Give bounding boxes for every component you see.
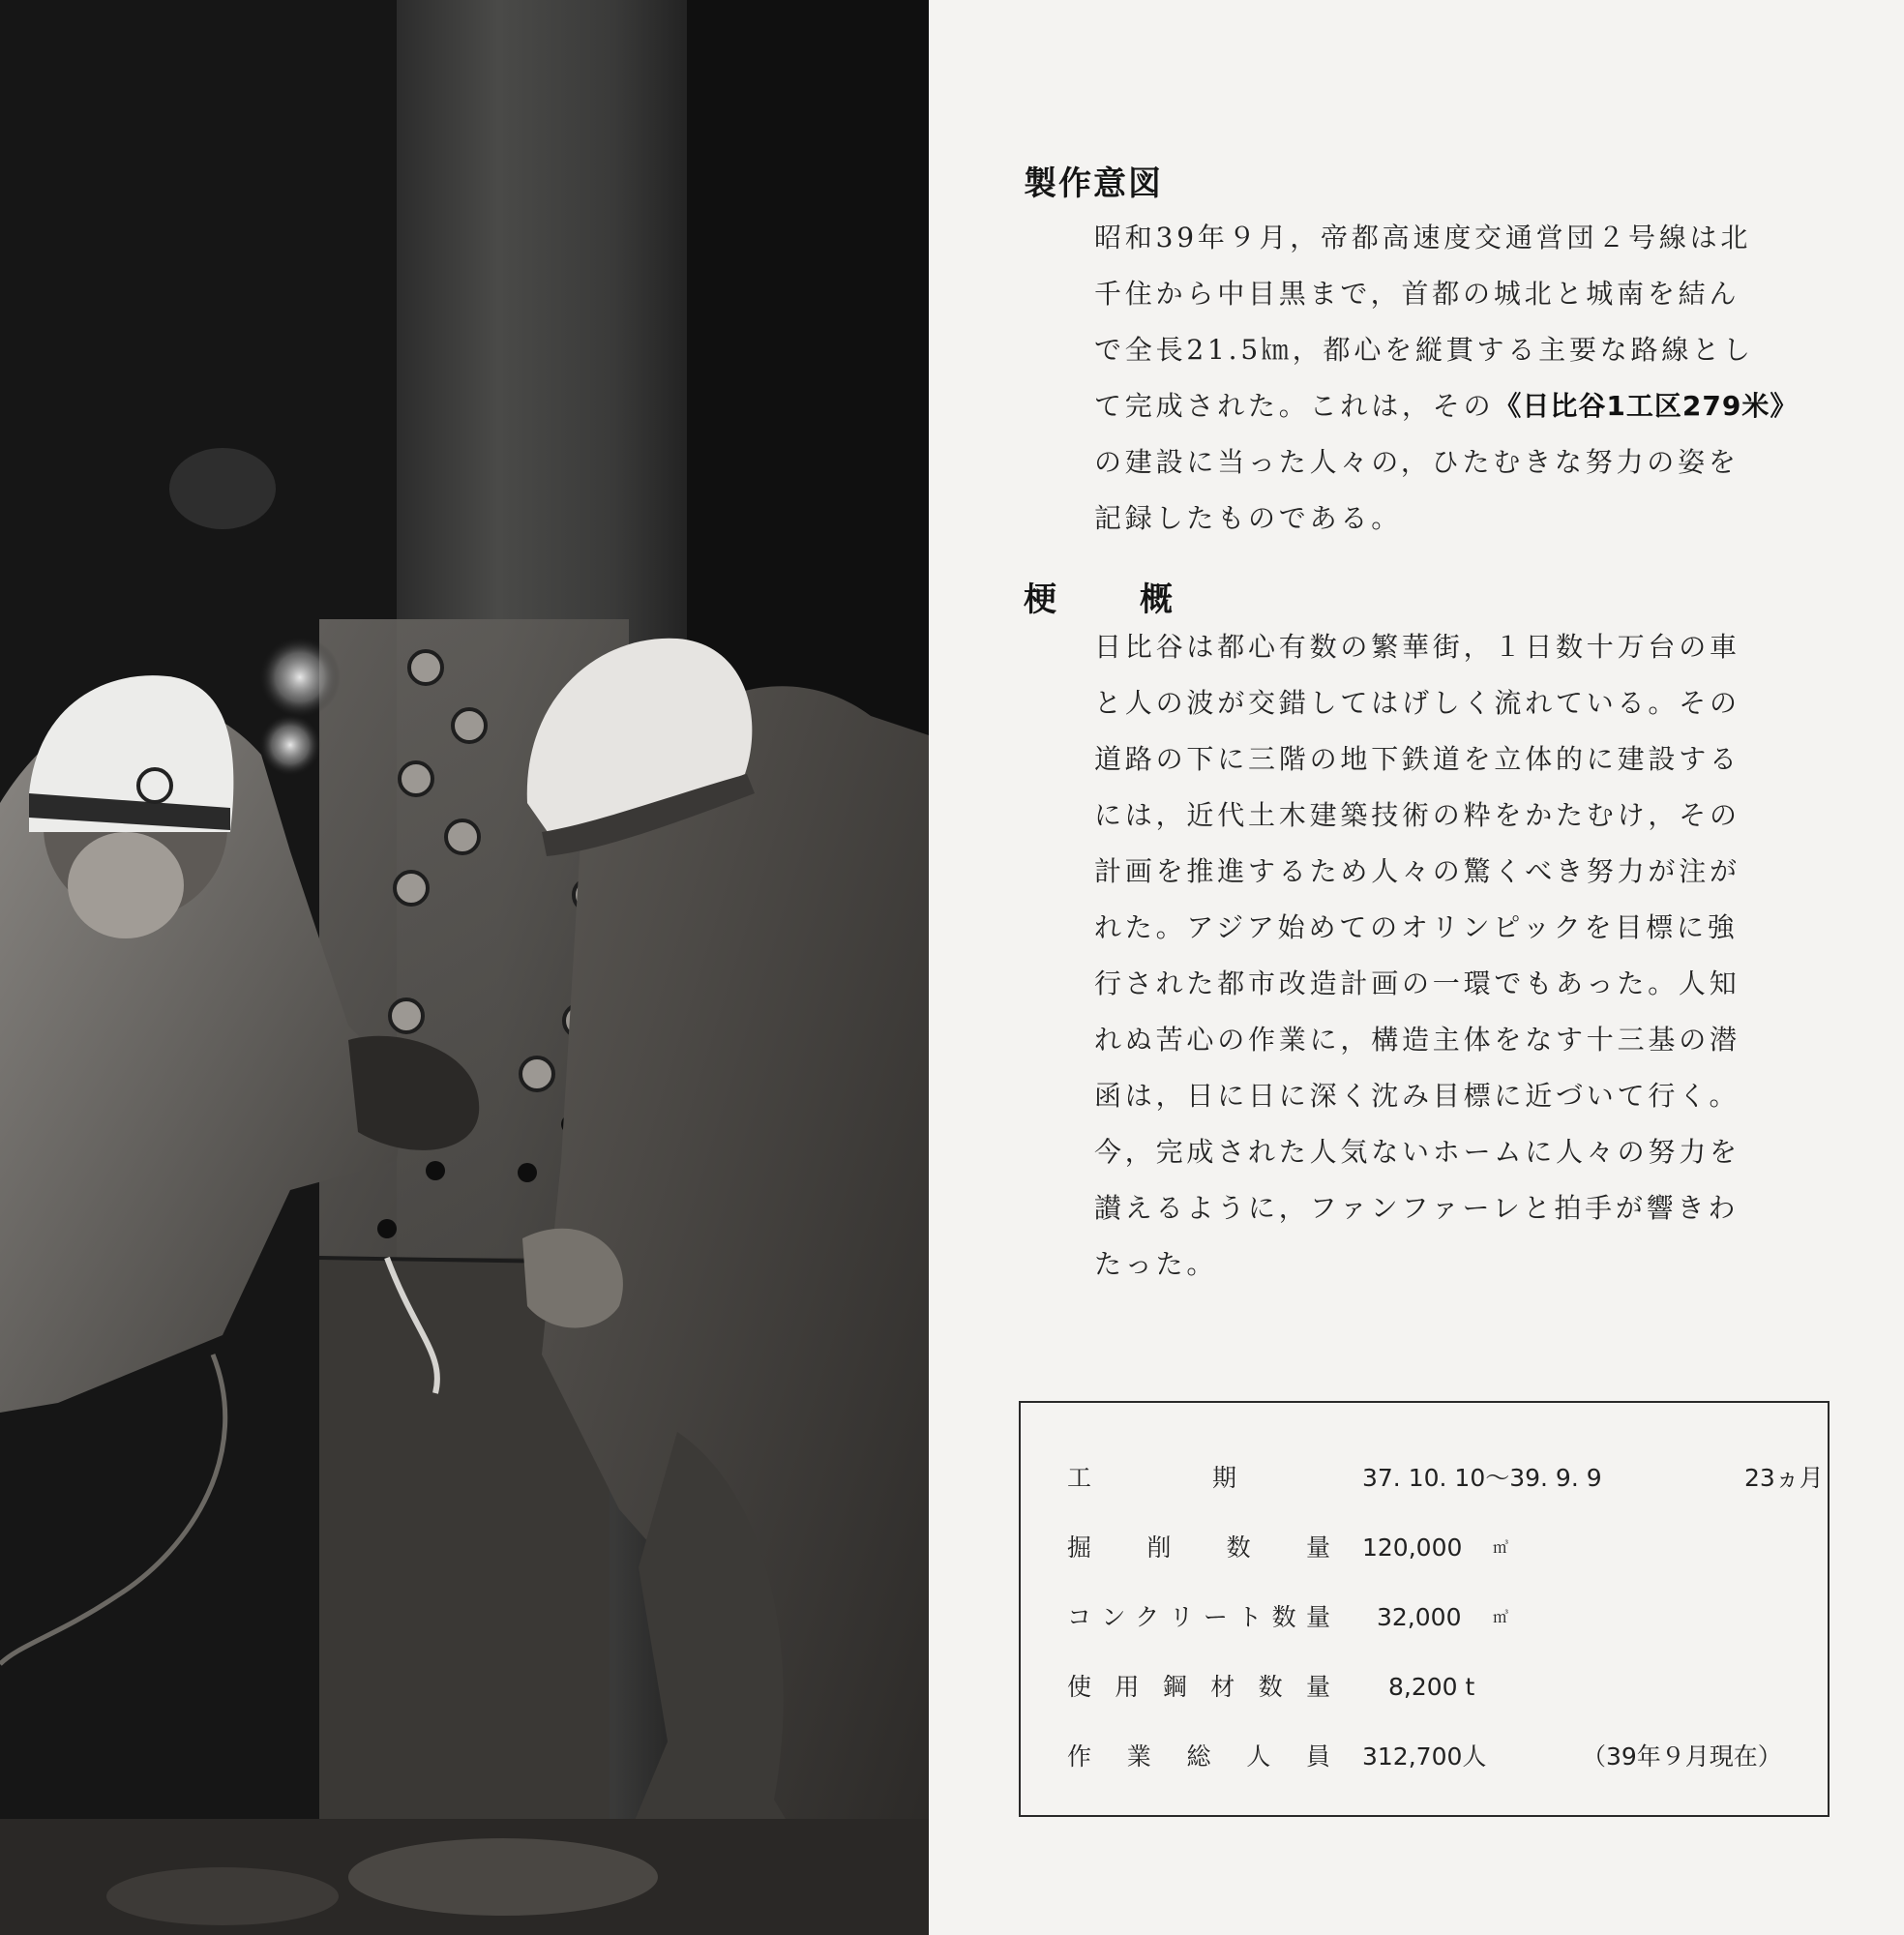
stats-label: コンクリート数量 <box>1067 1603 1330 1631</box>
stats-value: 120,000 <box>1362 1533 1463 1562</box>
summary-line: れた。アジア始めてのオリンピックを目標に強 <box>1094 911 1739 943</box>
summary-line: たった。 <box>1094 1248 1218 1280</box>
stats-value: 37. 10. 10～39. 9. 9 <box>1362 1464 1602 1492</box>
summary-heading: 梗 概 <box>1024 580 1178 619</box>
stats-note: （39年９月現在） <box>1582 1742 1782 1771</box>
stats-label: 使用鋼材数量 <box>1067 1673 1330 1701</box>
summary-line: 行された都市改造計画の一環でもあった。人知 <box>1094 968 1740 999</box>
summary-line: 函は，日に日に深く沈み目標に近づいて行く。 <box>1094 1080 1740 1112</box>
intent-body <box>1094 210 1830 547</box>
summary-line: 今，完成された人気ないホームに人々の努力を <box>1094 1136 1740 1168</box>
stats-note: 23ヵ月 <box>1744 1464 1824 1492</box>
intent-line: で全長21.5㎞，都心を縦貫する主要な路線とし <box>1094 334 1754 366</box>
workers-bolting-steel-beam-image <box>0 0 929 1935</box>
summary-line: 日比谷は都心有数の繁華街，１日数十万台の車 <box>1094 631 1740 663</box>
intent-line: 千住から中目黒まで，首都の城北と城南を結ん <box>1094 278 1740 310</box>
stats-value: 8,200 t <box>1388 1673 1475 1701</box>
stats-value: 312,700人 <box>1362 1742 1487 1771</box>
stats-unit: ㎥ <box>1493 1608 1509 1626</box>
intent-line: 昭和39年９月，帝都高速度交通営団２号線は北 <box>1094 222 1752 253</box>
stats-value: 32,000 <box>1377 1603 1462 1631</box>
work-section-title: 《日比谷1工区279米》 <box>1494 390 1799 422</box>
summary-line: れぬ苦心の作業に，構造主体をなす十三基の潜 <box>1094 1024 1740 1056</box>
summary-body <box>1094 619 1830 1293</box>
intent-line-with-emphasis <box>1094 378 1830 434</box>
intent-heading: 製作意図 <box>1024 164 1163 203</box>
stats-label: 工 期 <box>1067 1464 1237 1492</box>
summary-line: 讃えるように，ファンファーレと拍手が響きわ <box>1094 1192 1740 1224</box>
stats-label: 作業総人員 <box>1067 1742 1330 1771</box>
intent-line: 記録したものである。 <box>1094 502 1403 534</box>
intent-line: の建設に当った人々の，ひたむきな努力の姿を <box>1094 446 1740 478</box>
project-stats-box <box>1019 1401 1830 1817</box>
stats-unit: ㎥ <box>1493 1538 1509 1557</box>
stats-label: 掘削数量 <box>1067 1533 1330 1562</box>
summary-line: には，近代土木建築技術の粋をかたむけ，その <box>1094 799 1740 831</box>
intent-line: て完成された。これは，その <box>1094 390 1495 422</box>
summary-line: 道路の下に三階の地下鉄道を立体的に建設する <box>1094 743 1740 775</box>
summary-line: 計画を推進するため人々の驚くべき努力が注が <box>1094 855 1740 887</box>
summary-line: と人の波が交錯してはげしく流れている。その <box>1094 687 1740 719</box>
construction-photo <box>0 0 929 1935</box>
